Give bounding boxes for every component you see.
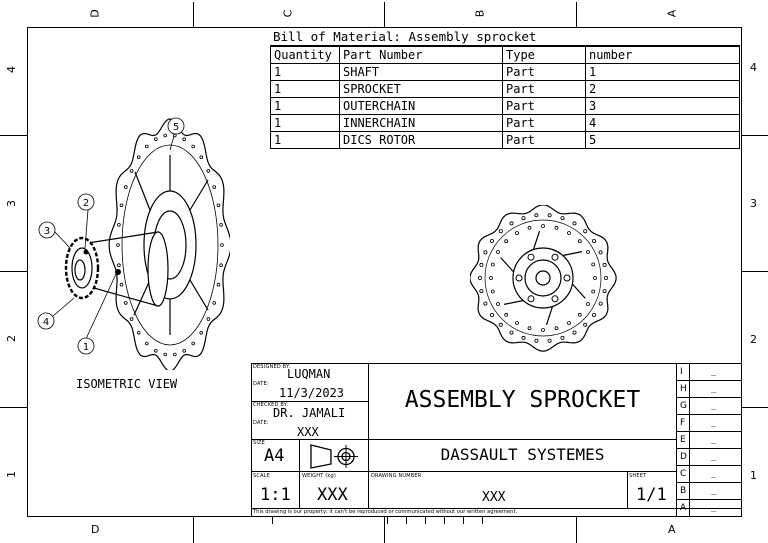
weight-label: WEIGHT (kg) [302, 473, 337, 479]
scale-label: SCALE [253, 473, 271, 479]
bom-cell-number: 3 [586, 98, 740, 115]
bom-cell-type: Part [503, 64, 586, 81]
date-label: DATE: [253, 381, 269, 387]
zone-label-right-3: 3 [750, 197, 757, 210]
zone-label-left-4: 4 [5, 66, 18, 73]
bom-cell-part-number: SHAFT [340, 64, 503, 81]
size-value: A4 [264, 446, 285, 466]
zone-label-top-c: C [281, 9, 295, 18]
bom-header-quantity: Quantity [271, 47, 340, 64]
bom-header-part-number: Part Number [340, 47, 503, 64]
size-label: SIZE [253, 440, 266, 446]
bom-cell-quantity: 1 [271, 64, 340, 81]
revision-letter: B [680, 486, 687, 496]
revision-letter: G [680, 401, 687, 411]
balloon-2-label: 2 [82, 198, 90, 209]
revision-letter: E [680, 435, 686, 445]
zone-label-right-2: 2 [750, 333, 757, 346]
bom-cell-type: Part [503, 115, 586, 132]
bom-cell-number: 2 [586, 81, 740, 98]
bom-cell-part-number: SPROCKET [340, 81, 503, 98]
bom-cell-quantity: 1 [271, 81, 340, 98]
designed-by-label: DESIGNED BY: [253, 364, 291, 370]
weight-value: XXX [317, 485, 348, 505]
company-name: DASSAULT SYSTEMES [440, 445, 605, 464]
revision-letter: A [680, 503, 687, 513]
bom-cell-part-number: DICS ROTOR [340, 132, 503, 149]
checked-by-label: CHECKED BY: [253, 402, 289, 408]
date-value: 11/3/2023 [279, 386, 345, 400]
bom-cell-number: 5 [586, 132, 740, 149]
zone-label-top-b: B [473, 9, 487, 18]
bom-cell-part-number: INNERCHAIN [340, 115, 503, 132]
bom-cell-type: Part [503, 81, 586, 98]
date2-label: DATE: [253, 420, 269, 426]
bom-cell-type: Part [503, 98, 586, 115]
bom-cell-part-number: OUTERCHAIN [340, 98, 503, 115]
drawing-number-label: DRAWING NUMBER [371, 473, 422, 479]
bom-header-number: number [586, 47, 740, 64]
isometric-view-label: ISOMETRIC VIEW [76, 377, 178, 391]
revision-letter: D [680, 452, 687, 462]
revision-value: _ [711, 452, 717, 462]
balloon-1-label: 1 [82, 342, 90, 353]
revision-letter: C [680, 469, 687, 479]
designed-by-value: LUQMAN [287, 367, 331, 381]
zone-label-bottom-a: A [668, 523, 676, 536]
scale-value: 1:1 [260, 485, 291, 505]
zone-label-right-1: 1 [750, 469, 757, 482]
disclaimer-text: This drawing is our property; it can't be reproduced or communicated without our written agreement. [253, 509, 518, 515]
revision-value: _ [711, 503, 717, 513]
revision-letter: I [680, 367, 683, 377]
checked-by-value: DR. JAMALI [273, 406, 346, 420]
balloon-5-label: 5 [172, 122, 180, 133]
bom-cell-quantity: 1 [271, 132, 340, 149]
zone-label-top-a: A [665, 9, 679, 18]
date2-value: XXX [297, 425, 319, 439]
revision-value: _ [711, 486, 717, 496]
sheet-value: 1/1 [636, 485, 667, 505]
revision-value: _ [711, 469, 717, 479]
bom-cell-type: Part [503, 132, 586, 149]
bom-cell-number: 1 [586, 64, 740, 81]
drawing-title: ASSEMBLY SPROCKET [404, 387, 641, 413]
zone-label-left-3: 3 [5, 200, 18, 207]
bom-header-type: Type [503, 47, 586, 64]
revision-letter: H [680, 384, 687, 394]
balloon-4-label: 4 [42, 317, 50, 328]
zone-label-top-d: D [88, 9, 102, 18]
bom-cell-quantity: 1 [271, 115, 340, 132]
revision-value: _ [711, 418, 717, 428]
revision-letter: F [680, 418, 686, 428]
bom-title: Bill of Material: Assembly sprocket [270, 29, 740, 46]
zone-label-left-1: 1 [5, 471, 18, 478]
revision-value: _ [711, 401, 717, 411]
revision-value: _ [711, 384, 717, 394]
bom-cell-number: 4 [586, 115, 740, 132]
bom-cell-quantity: 1 [271, 98, 340, 115]
sheet-label: SHEET [629, 473, 647, 479]
drawing-number-value: XXX [482, 490, 506, 505]
revision-value: _ [711, 367, 717, 377]
balloon-3-label: 3 [43, 226, 51, 237]
zone-label-bottom-d: D [91, 523, 100, 536]
revision-value: _ [711, 435, 717, 445]
zone-label-left-2: 2 [5, 335, 18, 342]
zone-label-right-4: 4 [750, 61, 757, 74]
